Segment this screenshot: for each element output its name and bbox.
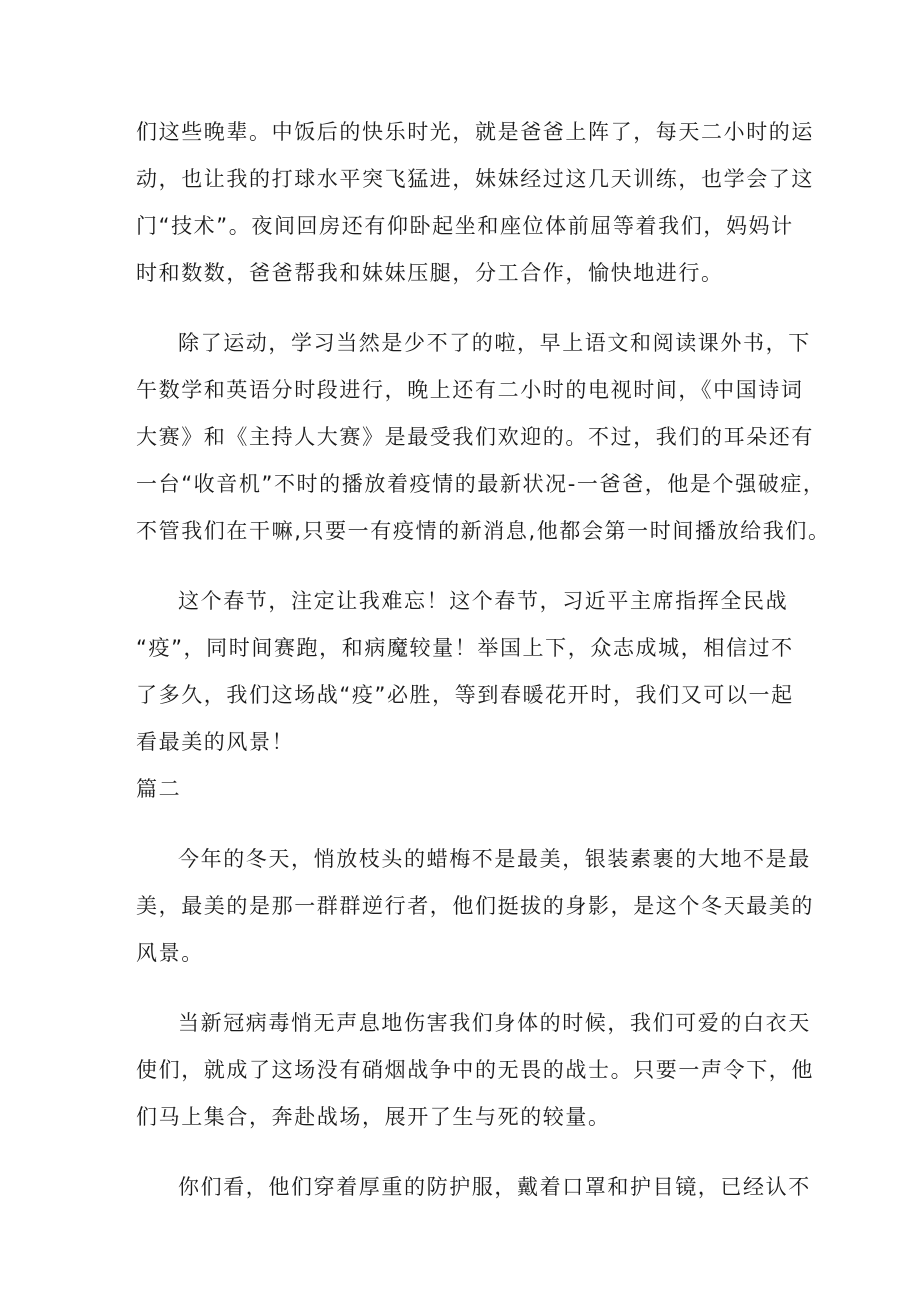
paragraph-3-line-1: 这个春节，注定让我难忘！这个春节，习近平主席指挥全民战	[178, 589, 789, 613]
paragraph-4-line-3: 风景。	[136, 941, 204, 965]
paragraph-2-line-4: 一台“收音机”不时的播放着疫情的最新状况-一爸爸，他是个强破症，	[136, 472, 826, 496]
paragraph-2-line-3: 大赛》和《主持人大赛》是最受我们欢迎的。不过，我们的耳朵还有	[136, 425, 814, 449]
paragraph-1-line-3: 门“技术”。夜间回房还有仰卧起坐和座位体前屈等着我们，妈妈计	[136, 214, 794, 238]
paragraph-2-line-5: 不管我们在干嘛,只要一有疫情的新消息,他都会第一时间播放给我们。	[136, 519, 831, 543]
section-heading: 篇二	[136, 777, 182, 801]
paragraph-5-line-2: 使们，就成了这场没有硝烟战争中的无畏的战士。只要一声令下，他	[136, 1058, 814, 1082]
paragraph-2-line-2: 午数学和英语分时段进行，晚上还有二小时的电视时间，《中国诗词	[136, 378, 804, 402]
paragraph-5-line-1: 当新冠病毒悄无声息地伤害我们身体的时候，我们可爱的白衣天	[178, 1011, 811, 1035]
paragraph-1-line-4: 时和数数，爸爸帮我和妹妹压腿，分工合作，愉快地进行。	[136, 261, 724, 285]
paragraph-4-line-2: 美，最美的是那一群群逆行者，他们挺拔的身影，是这个冬天最美的	[136, 894, 814, 918]
paragraph-1-line-1: 们这些晚辈。中饭后的快乐时光，就是爸爸上阵了，每天二小时的运	[136, 120, 814, 144]
paragraph-5-line-3: 们马上集合，奔赴战场，展开了生与死的较量。	[136, 1105, 611, 1129]
paragraph-1-line-2: 动，也让我的打球水平突飞猛进，妹妹经过这几天训练，也学会了这	[136, 167, 814, 191]
paragraph-2-line-1: 除了运动，学习当然是少不了的啦，早上语文和阅读课外书，下	[178, 331, 811, 355]
paragraph-4-line-1: 今年的冬天，悄放枝头的蜡梅不是最美，银装素裹的大地不是最	[178, 847, 811, 871]
paragraph-6-line-1: 你们看，他们穿着厚重的防护服，戴着口罩和护目镜，已经认不	[178, 1175, 811, 1199]
paragraph-3-line-2: “疫”，同时间赛跑，和病魔较量！举国上下，众志成城，相信过不	[136, 636, 794, 660]
paragraph-3-line-3: 了多久，我们这场战“疫”必胜，等到春暖花开时，我们又可以一起	[136, 683, 794, 707]
paragraph-3-line-4: 看最美的风景！	[136, 730, 295, 754]
